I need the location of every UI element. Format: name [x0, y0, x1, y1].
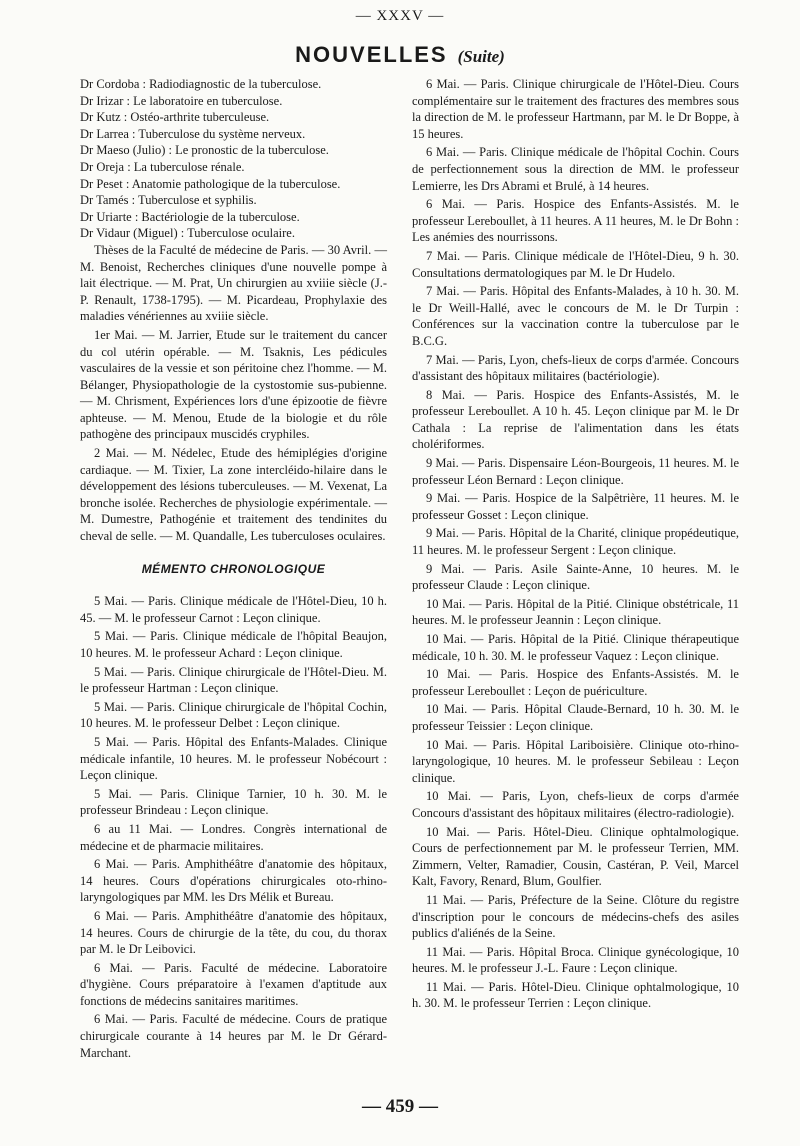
heading-suite: (Suite) [457, 47, 505, 66]
section-heading [0, 42, 800, 68]
memento-entry: 11 Mai. — Paris. Hôtel-Dieu. Clinique ophtalmologique, 10 h. 30. M. le professeur Terrien : Leçon clinique. [412, 979, 739, 1011]
theses-paragraph: 1er Mai. — M. Jarrier, Etude sur le traitement du cancer du col utérin opérable. — M. Tsaknis, Les pédicules vasculaires de la vessie et son péritoine chez l'homme. — M. Bélanger, Physiopathologie de la cystostomie sus-pubienne. — M. Chrisment, Expériences lors d'une épizootie de fièvre aphteuse. — M. Menou, Etude de la biologie et du rôle pathogène des principaux muscidés cryphiles. [80, 327, 387, 442]
memento-entry: 6 Mai. — Paris. Faculté de médecine. Cours de pratique chirurgicale courante à 14 heures par M. le Dr Gérard-Marchant. [80, 1012, 387, 1060]
memento-entry: 6 Mai. — Paris. Hospice des Enfants-Assistés. M. le professeur Lereboullet, à 11 heures. A 11 heures, M. le Dr Bohn : Les anémies des nourrissons. [412, 197, 739, 245]
memento-entry: 10 Mai. — Paris, Lyon, chefs-lieux de corps d'armée Concours d'assistant des hôpitaux militaires (électro-radiologie). [412, 789, 739, 820]
memento-title: MÉMENTO CHRONOLOGIQUE [141, 561, 326, 576]
memento-entry: 10 Mai. — Paris. Hôtel-Dieu. Clinique ophtalmologique. Cours de perfectionnement par M. le professeur Terrien, MM. Zimmern, Velter, Ramadier, Cousin, Castéran, P. Veil, Marcel Kalt, Favory, Renard, Blum, Goulfier. [412, 824, 739, 889]
memento-entry: 5 Mai. — Paris. Clinique médicale de l'hôpital Beaujon, 10 heures. M. le professeur Achard : Leçon clinique. [80, 629, 387, 660]
page-number: — 459 — [362, 1096, 438, 1117]
speaker-line: Dr Larrea : Tuberculose du système nerveux. [80, 126, 306, 141]
memento-entry: 10 Mai. — Paris. Hospice des Enfants-Assistés. M. le professeur Lereboullet : Leçon de puériculture. [412, 667, 739, 698]
memento-entry: 7 Mai. — Paris. Hôpital des Enfants-Malades, à 10 h. 30. M. le Dr Weill-Hallé, avec le concours de M. le Dr Turpin : Conférences sur la vaccination contre la tuberculose par le B.C.G. [412, 284, 739, 348]
memento-entry: 9 Mai. — Paris. Hospice de la Salpêtrière, 11 heures. M. le professeur Gosset : Leçon clinique. [412, 491, 739, 522]
memento-entry: 10 Mai. — Paris. Hôpital de la Pitié. Clinique obstétricale, 11 heures. M. le professeur Jeannin : Leçon clinique. [412, 596, 739, 628]
roman-page-number: — XXXV — [355, 8, 445, 24]
memento-entry: 10 Mai. — Paris. Hôpital Lariboisière. Clinique oto-rhino-laryngologique, 10 heures. M. le professeur Sebileau : Leçon clinique. [412, 737, 739, 785]
speaker-line: Dr Peset : Anatomie pathologique de la tuberculose. [80, 176, 341, 191]
memento-entry: 9 Mai. — Paris. Hôpital de la Charité, clinique propédeutique, 11 heures. M. le professeur Sergent : Leçon clinique. [412, 526, 739, 558]
speaker-line: Dr Tamés : Tuberculose et syphilis. [80, 193, 257, 208]
speaker-line: Dr Uriarte : Bactériologie de la tuberculose. [80, 209, 300, 224]
heading-title: NOUVELLES [295, 42, 448, 67]
memento-entry: 9 Mai. — Paris. Dispensaire Léon-Bourgeois, 11 heures. M. le professeur Léon Bernard : Leçon clinique. [412, 456, 739, 487]
memento-entry: 6 Mai. — Paris. Amphithéâtre d'anatomie des hôpitaux, 14 heures. Cours d'opérations chirurgicales oto-rhino-laryngologiques par MM. les Drs Mélik et Bureau. [80, 857, 387, 905]
memento-entry: 6 Mai. — Paris. Clinique médicale de l'hôpital Cochin. Cours de perfectionnement sous la direction de MM. le professeur Lemierre, les Drs Abrami et Brulé, à 14 heures. [412, 145, 739, 193]
memento-entry: 11 Mai. — Paris. Hôpital Broca. Clinique gynécologique, 10 heures. M. le professeur J.-L. Faure : Leçon clinique. [412, 944, 739, 976]
memento-entry: 7 Mai. — Paris. Clinique médicale de l'Hôtel-Dieu, 9 h. 30. Consultations dermatologiques par M. le Dr Hudelo. [412, 248, 739, 280]
right-column [412, 76, 739, 1014]
memento-entry: 6 Mai. — Paris. Clinique chirurgicale de l'Hôtel-Dieu. Cours complémentaire sur le traitement des fractures des membres sous la direction de M. le professeur Hartmann, par M. le Dr Boppe, à 15 heures. [412, 77, 739, 141]
speaker-line: Dr Cordoba : Radiodiagnostic de la tuberculose. [80, 77, 322, 91]
memento-entry: 9 Mai. — Paris. Asile Sainte-Anne, 10 heures. M. le professeur Claude : Leçon clinique. [412, 561, 739, 593]
theses-paragraph: Thèses de la Faculté de médecine de Paris. — 30 Avril. — M. Benoist, Recherches cliniques d'une nouvelle pompe à lait électrique. — M. Prat, Un chirurgien au xviiie siècle (J.-P. Renault, 1738-1795). — M. Picardeau, Prophylaxie des maladies vénériennes au xviiie siècle. [80, 242, 387, 324]
memento-entry: 7 Mai. — Paris, Lyon, chefs-lieux de corps d'armée. Concours d'assistant des hôpitaux militaires (bactériologie). [412, 352, 739, 384]
speaker-line: Dr Oreja : La tuberculose rénale. [80, 159, 245, 174]
speaker-line: Dr Kutz : Ostéo-arthrite tuberculeuse. [80, 110, 270, 125]
memento-entry: 10 Mai. — Paris. Hôpital de la Pitié. Clinique thérapeutique médicale, 10 h. 30. M. le professeur Vaquez : Leçon clinique. [412, 632, 739, 663]
theses-paragraph: 2 Mai. — M. Nédelec, Etude des hémiplégies d'origine cardiaque. — M. Tixier, La zone intercléido-hilaire dans le développement des lésions tuberculeuses. — M. Vexenat, La bronche isolée. Recherches de physiologie expérimentale. — M. Dumestre, Pathogénie et traitement des tendinites du cheval de selle. — M. Quandalle, Les tuberculoses oculaires. [80, 446, 387, 544]
memento-entry: 6 Mai. — Paris. Faculté de médecine. Laboratoire d'hygiène. Cours préparatoire à l'examen d'aptitude aux fonctions de médecins sanitaires maritimes. [80, 960, 387, 1008]
memento-entry: 5 Mai. — Paris. Clinique médicale de l'Hôtel-Dieu, 10 h. 45. — M. le professeur Carnot : Leçon clinique. [80, 594, 387, 625]
speaker-line: Dr Maeso (Julio) : Le pronostic de la tuberculose. [80, 143, 329, 158]
left-column [80, 76, 387, 1063]
speaker-line: Dr Irizar : Le laboratoire en tuberculose. [80, 93, 283, 108]
speaker-line: Dr Vidaur (Miguel) : Tuberculose oculaire. [80, 226, 295, 241]
memento-entry: 5 Mai. — Paris. Clinique chirurgicale de l'Hôtel-Dieu. M. le professeur Hartman : Leçon clinique. [80, 664, 387, 696]
memento-entry: 11 Mai. — Paris, Préfecture de la Seine. Clôture du registre d'inscription pour le concours de médecins-chefs des asiles publics d'aliénés de la Seine. [412, 892, 739, 941]
memento-entry: 6 au 11 Mai. — Londres. Congrès international de médecine et de pharmacie militaires. [80, 821, 387, 853]
memento-entry: 10 Mai. — Paris. Hôpital Claude-Bernard, 10 h. 30. M. le professeur Teissier : Leçon clinique. [412, 702, 739, 733]
memento-entry: 5 Mai. — Paris. Clinique Tarnier, 10 h. 30. M. le professeur Brindeau : Leçon clinique. [80, 786, 387, 818]
memento-entry: 6 Mai. — Paris. Amphithéâtre d'anatomie des hôpitaux, 14 heures. Cours de chirurgie de la tête, du cou, du thorax par M. le Dr Leibovici. [80, 908, 387, 957]
memento-entry: 8 Mai. — Paris. Hospice des Enfants-Assistés, M. le professeur Lereboullet. A 10 h. 45. Leçon clinique par M. le Dr Cathala : La reprise de l'alimentation dans les états cholériformes. [412, 387, 739, 452]
memento-entry: 5 Mai. — Paris. Hôpital des Enfants-Malades. Clinique médicale infantile, 10 heures. M. le professeur Nobécourt : Leçon clinique. [80, 734, 387, 783]
memento-entry: 5 Mai. — Paris. Clinique chirurgicale de l'hôpital Cochin, 10 heures. M. le professeur Delbet : Leçon clinique. [80, 699, 387, 731]
